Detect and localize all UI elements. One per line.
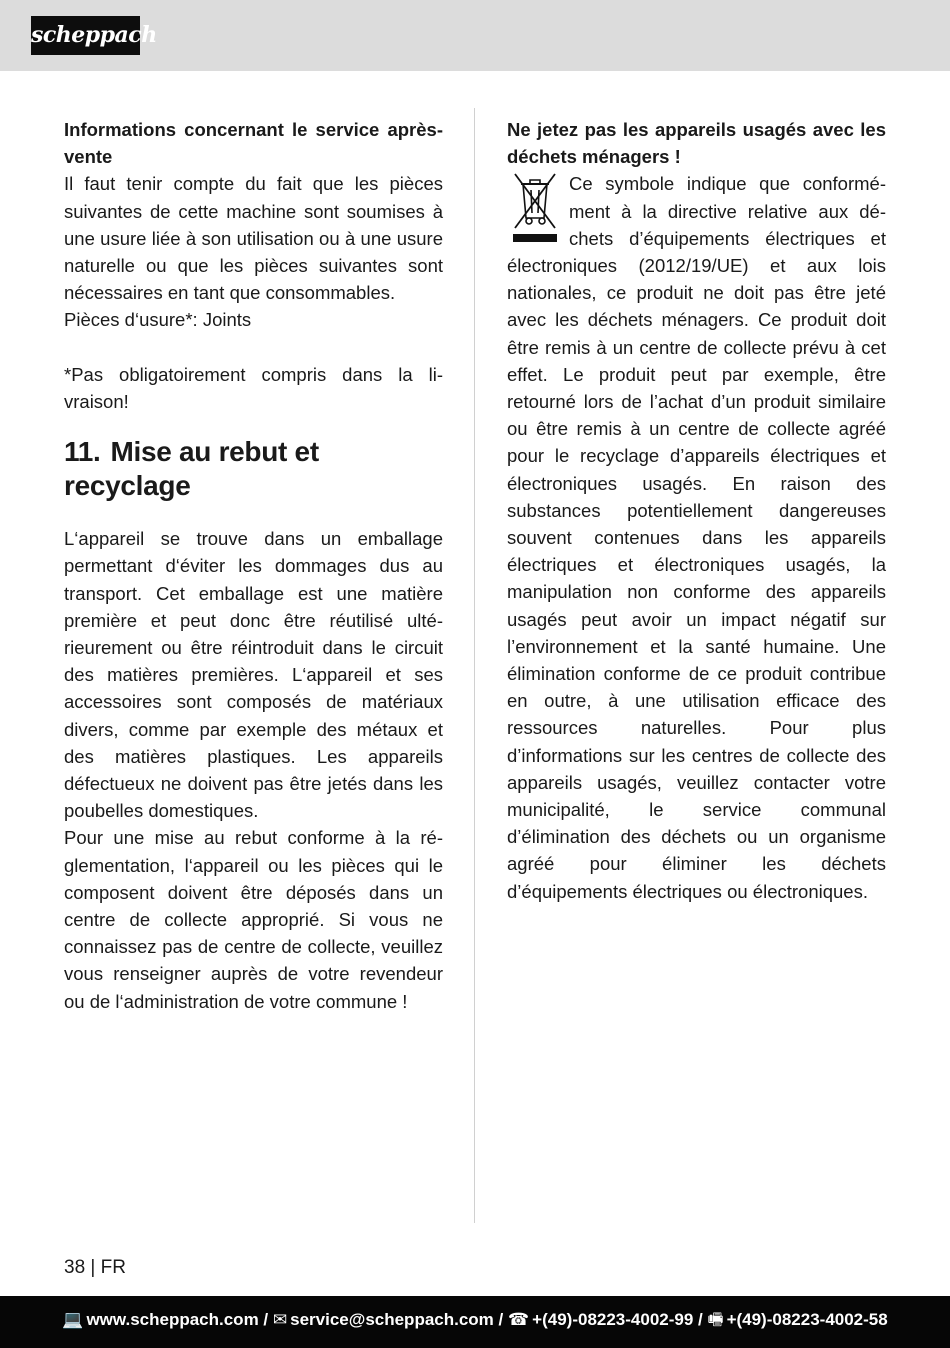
footer-email: service@scheppach.com /	[290, 1310, 504, 1329]
footnote: *Pas obligatoirement compris dans la livraison!	[64, 363, 443, 413]
page-footer	[0, 1296, 950, 1348]
page-number: 38 | FR	[64, 1257, 126, 1278]
service-body: Il faut tenir compte du fait que les pièces suivantes de cette machine sont soumises à une usure liée à son utilisation ou à une usure naturelle ou que les pièces suivantes sont nécessaires en tant que consommables.	[64, 173, 443, 304]
page-header	[0, 0, 950, 71]
weee-body: Ce symbole indique que conformément à la directive relative aux déchets d’équipements électriques et électroniques (2012/19/UE) et aux lois nationales, ce produit ne doit pas être jeté avec les déchets ménagers. Ce produit doit être remis à un centre de collecte prévu à cet effet. Le produit peut par exemple, être retourné lors de l’achat d’un produit similaire ou être remis à un centre de collecte agréé pour le recyclage d’appareils électriques et électroniques usagés. En raison des substances potentiellement dangereuses souvent contenues dans les appareils électriques et électroniques usagés, la manipulation non conforme des appareils usagés peut avoir un impact négatif sur l’environnement et la santé humaine. Une élimination conforme de ce produit contribue en outre, à une utilisation efficace des ressources naturelles. Pour plus d’informations sur les centres de collecte des appareils usagés, veuillez contacter votre municipalité, le service communal d’élimination des déchets ou un organisme agréé pour éliminer les déchets d’équipements électriques ou électroniques.	[507, 173, 886, 902]
section-heading	[64, 435, 443, 503]
email-icon: ✉	[272, 1310, 288, 1329]
section-number: 11.	[64, 436, 101, 468]
disposal-paragraph-2: Pour une mise au rebut conforme à la réglementation, l‘appareil ou les pièces qui le composent doivent être déposés dans un centre de collecte approprié. Si vous ne connaissez pas de centre de collecte, veuillez vous renseigner auprès de votre revendeur ou de l‘administration de votre commune !	[64, 827, 443, 1012]
footer-fax: +(49)-08223-4002-58	[726, 1310, 888, 1329]
footer-phone: +(49)-08223-4002-99 /	[532, 1310, 703, 1329]
section-title: Mise au rebut et recyclage	[64, 436, 319, 502]
disposal-paragraph-1: L‘appareil se trouve dans un emballage permettant d‘éviter les dommages dus au transport. Cet emballage est une matière première et peut donc être réutilisé ultérieurement ou être réintroduit dans le circuit des matières premières. L‘appareil et ses accessoires sont composés de matériaux divers, comme par exemple des métaux et des matières plastiques. Les appareils défectueux ne doivent pas être jetés dans les poubelles domestiques.	[64, 528, 443, 822]
service-heading: Informations concernant le service après-vente	[64, 119, 443, 168]
crossed-out-wheelie-bin-icon	[511, 170, 559, 248]
computer-icon: 💻	[62, 1310, 84, 1329]
fax-icon: 🖷	[707, 1310, 724, 1329]
left-column	[64, 116, 443, 1015]
weee-heading: Ne jetez pas les appareils usagés avec les déchets ménagers !	[507, 119, 886, 168]
wear-parts: Pièces d‘usure*: Joints	[64, 309, 252, 331]
phone-icon: ☎	[507, 1310, 530, 1329]
scheppach-logo: scheppach	[31, 16, 140, 55]
footer-website: www.scheppach.com /	[86, 1310, 269, 1329]
right-column	[507, 116, 886, 905]
column-divider	[474, 108, 475, 1223]
